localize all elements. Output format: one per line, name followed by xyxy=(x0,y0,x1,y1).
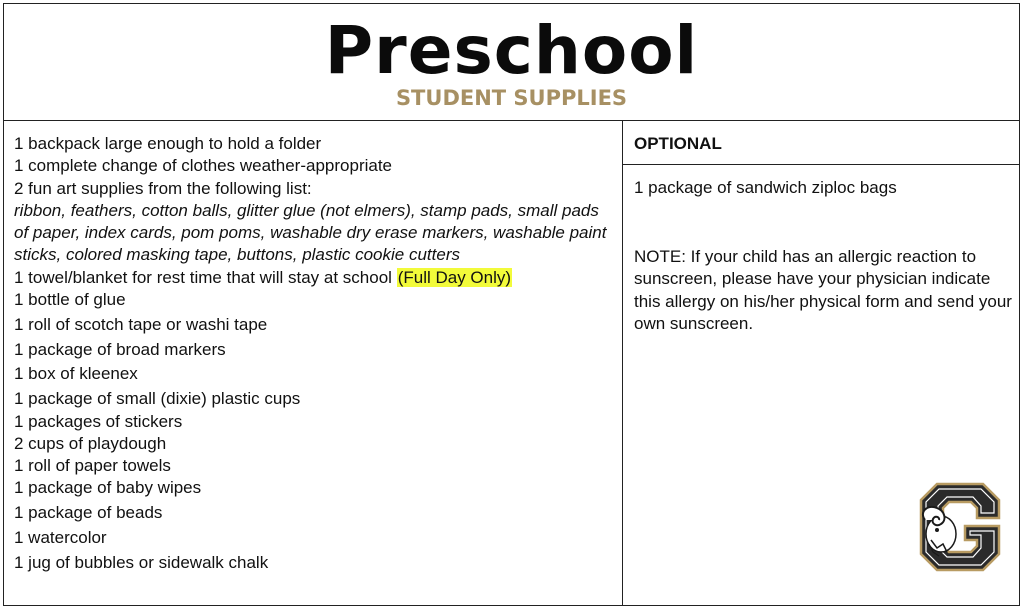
list-item: 2 cups of playdough xyxy=(14,433,167,453)
ram-g-logo-icon xyxy=(917,482,1001,572)
list-item: 1 bottle of glue xyxy=(14,290,126,310)
supply-list xyxy=(14,133,614,574)
page-title: Preschool xyxy=(324,12,699,89)
list-item: 2 fun art supplies from the following list: xyxy=(14,178,312,198)
list-item: 1 packages of stickers xyxy=(14,411,183,431)
list-item: 1 package of small (dixie) plastic cups xyxy=(14,389,301,409)
list-item: 1 package of baby wipes xyxy=(14,478,202,498)
column-divider xyxy=(622,121,623,606)
list-item: 1 jug of bubbles or sidewalk chalk xyxy=(14,552,269,572)
optional-heading-divider xyxy=(623,164,1020,165)
optional-item: 1 package of sandwich ziploc bags xyxy=(634,178,897,197)
list-item: 1 roll of paper towels xyxy=(14,456,171,476)
list-item: 1 complete change of clothes weather-appropriate xyxy=(14,156,393,176)
towel-text: 1 towel/blanket for rest time that will stay at school xyxy=(14,267,392,287)
header xyxy=(3,3,1020,121)
art-supply-options: ribbon, feathers, cotton balls, glitter glue (not elmers), stamp pads, small pads of paper, index cards, pom poms, washable dry erase markers, washable paint sticks, colored masking tape, buttons, plastic cookie cutters xyxy=(14,200,607,265)
list-item: 1 package of broad markers xyxy=(14,339,226,359)
full-day-highlight: (Full Day Only) xyxy=(397,267,512,287)
optional-heading: OPTIONAL xyxy=(634,134,722,153)
sunscreen-note: NOTE: If your child has an allergic reaction to sunscreen, please have your physician indicate this allergy on his/her physical form and send your own sunscreen. xyxy=(634,247,1012,333)
list-item: 1 watercolor xyxy=(14,528,107,548)
page-subtitle: STUDENT SUPPLIES xyxy=(395,86,628,110)
list-item: 1 backpack large enough to hold a folder xyxy=(14,134,322,153)
list-item-towel xyxy=(14,267,614,289)
list-item: 1 box of kleenex xyxy=(14,364,138,384)
list-item: 1 roll of scotch tape or washi tape xyxy=(14,314,268,334)
list-item: 1 package of beads xyxy=(14,503,163,523)
